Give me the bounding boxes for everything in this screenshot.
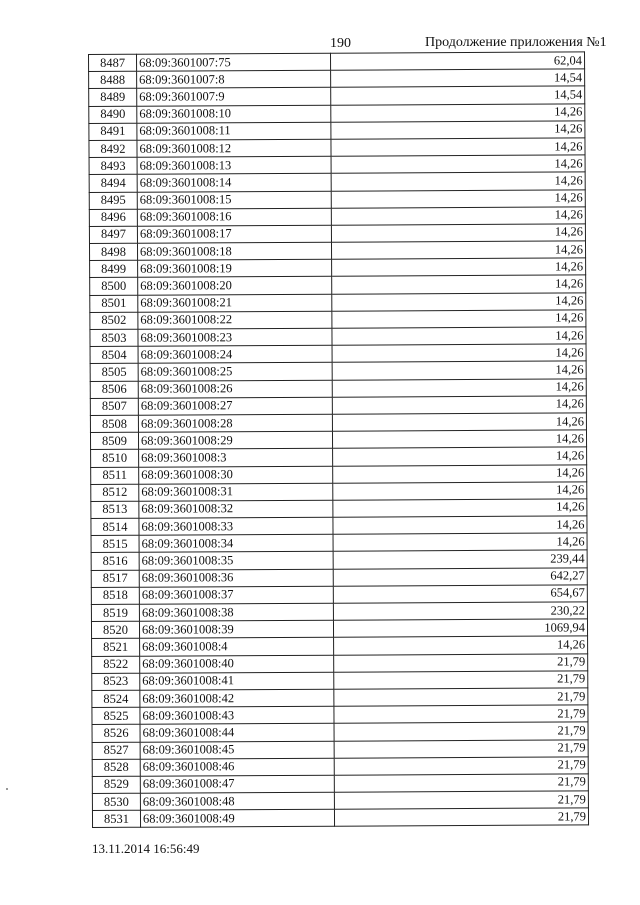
- cadastral-number-cell: 68:09:3601008:3: [139, 449, 333, 467]
- cadastral-number-cell: 68:09:3601008:12: [137, 139, 331, 157]
- row-number-cell: 8512: [91, 484, 139, 501]
- cadastral-number-cell: 68:09:3601008:33: [139, 517, 333, 535]
- area-value-cell: 14,26: [332, 430, 586, 449]
- row-number-cell: 8495: [89, 192, 137, 209]
- area-value-cell: 21,79: [334, 757, 588, 776]
- row-number-cell: 8498: [89, 243, 137, 260]
- area-value-cell: 21,79: [334, 653, 588, 672]
- row-number-cell: 8499: [90, 260, 138, 277]
- row-number-cell: 8492: [89, 140, 137, 157]
- area-value-cell: 21,79: [334, 739, 588, 758]
- area-value-cell: 21,79: [334, 722, 588, 741]
- area-value-cell: 14,26: [332, 327, 586, 346]
- cadastral-number-cell: 68:09:3601008:23: [138, 328, 332, 346]
- cadastral-number-cell: 68:09:3601008:35: [139, 552, 333, 570]
- area-value-cell: 14,26: [333, 533, 587, 552]
- cadastral-number-cell: 68:09:3601008:45: [140, 741, 334, 759]
- table-row: [92, 808, 588, 828]
- cadastral-number-cell: 68:09:3601008:38: [139, 603, 333, 621]
- row-number-cell: 8500: [90, 278, 138, 295]
- row-number-cell: 8497: [89, 226, 137, 243]
- row-number-cell: 8491: [89, 123, 137, 140]
- area-value-cell: 14,26: [332, 413, 586, 432]
- area-value-cell: 14,26: [333, 464, 587, 483]
- area-value-cell: 21,79: [334, 774, 588, 793]
- row-number-cell: 8517: [91, 570, 139, 587]
- area-value-cell: 14,26: [331, 172, 585, 191]
- area-value-cell: 14,26: [332, 293, 586, 312]
- cadastral-number-cell: 68:09:3601008:46: [140, 758, 334, 776]
- row-number-cell: 8514: [91, 518, 139, 535]
- area-value-cell: 14,26: [331, 224, 585, 243]
- cadastral-number-cell: 68:09:3601008:49: [140, 809, 334, 827]
- cadastral-number-cell: 68:09:3601008:40: [140, 655, 334, 673]
- row-number-cell: 8487: [89, 54, 137, 71]
- cadastral-number-cell: 68:09:3601008:11: [137, 122, 331, 140]
- register-table: [88, 51, 589, 828]
- row-number-cell: 8524: [92, 690, 140, 707]
- area-value-cell: 14,26: [333, 482, 587, 501]
- row-number-cell: 8507: [90, 398, 138, 415]
- area-value-cell: 1069,94: [333, 619, 587, 638]
- area-value-cell: 239,44: [333, 550, 587, 569]
- row-number-cell: 8520: [91, 621, 139, 638]
- area-value-cell: 14,26: [333, 499, 587, 518]
- cadastral-number-cell: 68:09:3601007:8: [137, 70, 331, 88]
- cadastral-number-cell: 68:09:3601008:15: [137, 191, 331, 209]
- cadastral-number-cell: 68:09:3601007:75: [137, 53, 331, 71]
- cadastral-number-cell: 68:09:3601008:20: [138, 277, 332, 295]
- row-number-cell: 8521: [92, 639, 140, 656]
- row-number-cell: 8518: [91, 587, 139, 604]
- cadastral-number-cell: 68:09:3601008:28: [138, 414, 332, 432]
- row-number-cell: 8488: [89, 71, 137, 88]
- page-number: 190: [330, 36, 351, 51]
- row-number-cell: 8523: [92, 673, 140, 690]
- cadastral-number-cell: 68:09:3601008:10: [137, 105, 331, 123]
- row-number-cell: 8506: [90, 381, 138, 398]
- cadastral-number-cell: 68:09:3601008:29: [138, 431, 332, 449]
- cadastral-number-cell: 68:09:3601008:30: [139, 466, 333, 484]
- area-value-cell: 14,26: [331, 189, 585, 208]
- cadastral-number-cell: 68:09:3601008:42: [140, 689, 334, 707]
- cadastral-number-cell: 68:09:3601008:18: [137, 242, 331, 260]
- cadastral-number-cell: 68:09:3601008:4: [140, 638, 334, 656]
- cadastral-number-cell: 68:09:3601008:14: [137, 174, 331, 192]
- area-value-cell: 21,79: [334, 791, 588, 810]
- cadastral-number-cell: 68:09:3601008:16: [137, 208, 331, 226]
- area-value-cell: 21,79: [334, 808, 588, 827]
- row-number-cell: 8508: [90, 415, 138, 432]
- area-value-cell: 14,54: [331, 69, 585, 88]
- row-number-cell: 8519: [91, 604, 139, 621]
- cadastral-number-cell: 68:09:3601008:13: [137, 156, 331, 174]
- register-table-body: [89, 52, 589, 828]
- row-number-cell: 8489: [89, 89, 137, 106]
- row-number-cell: 8509: [90, 432, 138, 449]
- page-title: Продолжение приложения №1: [425, 35, 607, 50]
- scan-speck: [6, 788, 8, 790]
- row-number-cell: 8515: [91, 535, 139, 552]
- row-number-cell: 8504: [90, 346, 138, 363]
- row-number-cell: 8503: [90, 329, 138, 346]
- cadastral-number-cell: 68:09:3601008:27: [138, 397, 332, 415]
- row-number-cell: 8531: [92, 810, 140, 827]
- area-value-cell: 14,26: [332, 258, 586, 277]
- area-value-cell: 14,26: [332, 310, 586, 329]
- area-value-cell: 62,04: [330, 52, 584, 71]
- area-value-cell: 21,79: [334, 671, 588, 690]
- row-number-cell: 8490: [89, 106, 137, 123]
- area-value-cell: 14,26: [331, 241, 585, 260]
- row-number-cell: 8525: [92, 707, 140, 724]
- cadastral-number-cell: 68:09:3601008:39: [139, 620, 333, 638]
- row-number-cell: 8522: [92, 656, 140, 673]
- cadastral-number-cell: 68:09:3601008:44: [140, 724, 334, 742]
- row-number-cell: 8516: [91, 553, 139, 570]
- cadastral-number-cell: 68:09:3601008:47: [140, 775, 334, 793]
- area-value-cell: 14,26: [332, 361, 586, 380]
- area-value-cell: 14,26: [331, 121, 585, 140]
- cadastral-number-cell: 68:09:3601008:32: [139, 500, 333, 518]
- row-number-cell: 8526: [92, 725, 140, 742]
- row-number-cell: 8493: [89, 157, 137, 174]
- area-value-cell: 21,79: [334, 705, 588, 724]
- footer-timestamp: 13.11.2014 16:56:49: [92, 841, 200, 856]
- cadastral-number-cell: 68:09:3601008:37: [139, 586, 333, 604]
- row-number-cell: 8528: [92, 759, 140, 776]
- area-value-cell: 14,26: [331, 138, 585, 157]
- cadastral-number-cell: 68:09:3601008:36: [139, 569, 333, 587]
- cadastral-number-cell: 68:09:3601008:31: [139, 483, 333, 501]
- area-value-cell: 14,26: [331, 103, 585, 122]
- area-value-cell: 230,22: [333, 602, 587, 621]
- area-value-cell: 14,26: [332, 344, 586, 363]
- area-value-cell: 14,54: [331, 86, 585, 105]
- area-value-cell: 14,26: [332, 275, 586, 294]
- area-value-cell: 21,79: [334, 688, 588, 707]
- row-number-cell: 8530: [92, 793, 140, 810]
- row-number-cell: 8527: [92, 742, 140, 759]
- row-number-cell: 8505: [90, 364, 138, 381]
- cadastral-number-cell: 68:09:3601008:43: [140, 706, 334, 724]
- area-value-cell: 14,26: [331, 207, 585, 226]
- area-value-cell: 14,26: [331, 155, 585, 174]
- cadastral-number-cell: 68:09:3601008:24: [138, 345, 332, 363]
- row-number-cell: 8510: [91, 450, 139, 467]
- area-value-cell: 14,26: [334, 636, 588, 655]
- row-number-cell: 8501: [90, 295, 138, 312]
- cadastral-number-cell: 68:09:3601008:25: [138, 363, 332, 381]
- row-number-cell: 8511: [91, 467, 139, 484]
- row-number-cell: 8502: [90, 312, 138, 329]
- area-value-cell: 14,26: [332, 378, 586, 397]
- cadastral-number-cell: 68:09:3601008:21: [138, 294, 332, 312]
- row-number-cell: 8496: [89, 209, 137, 226]
- area-value-cell: 14,26: [333, 447, 587, 466]
- row-number-cell: 8529: [92, 776, 140, 793]
- row-number-cell: 8494: [89, 175, 137, 192]
- cadastral-number-cell: 68:09:3601008:26: [138, 380, 332, 398]
- cadastral-number-cell: 68:09:3601008:17: [137, 225, 331, 243]
- cadastral-number-cell: 68:09:3601008:19: [138, 259, 332, 277]
- cadastral-number-cell: 68:09:3601008:22: [138, 311, 332, 329]
- area-value-cell: 654,67: [333, 585, 587, 604]
- cadastral-number-cell: 68:09:3601007:9: [137, 88, 331, 106]
- cadastral-number-cell: 68:09:3601008:34: [139, 534, 333, 552]
- cadastral-number-cell: 68:09:3601008:48: [140, 792, 334, 810]
- area-value-cell: 14,26: [333, 516, 587, 535]
- cadastral-number-cell: 68:09:3601008:41: [140, 672, 334, 690]
- row-number-cell: 8513: [91, 501, 139, 518]
- area-value-cell: 642,27: [333, 568, 587, 587]
- area-value-cell: 14,26: [332, 396, 586, 415]
